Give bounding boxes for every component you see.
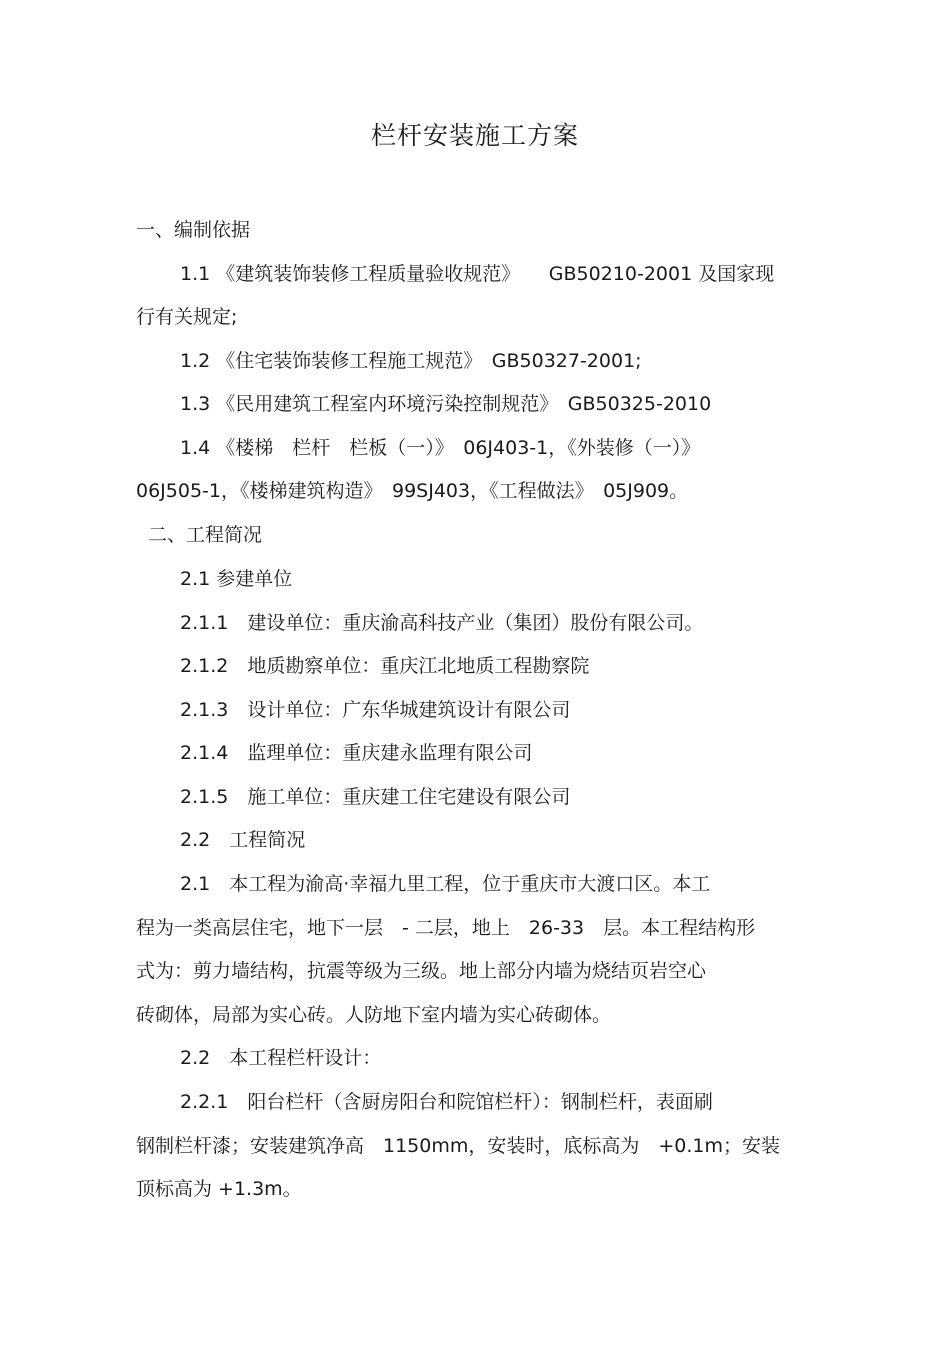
paragraph-line: 2.1.4 监理单位：重庆建永监理有限公司 — [180, 742, 533, 764]
paragraph-line: 程为一类高层住宅，地下一层 - 二层，地上 26-33 层。本工程结构形 — [136, 917, 756, 939]
paragraph-line: 1.4 《楼梯 栏杆 栏板（一）》 06J403-1，《外装修（一）》 — [180, 437, 701, 459]
paragraph-line: 行有关规定; — [136, 306, 238, 328]
paragraph-line: 砖砌体，局部为实心砖。人防地下室内墙为实心砖砌体。 — [136, 1004, 612, 1026]
paragraph-line: 钢制栏杆漆；安装建筑净高 1150mm，安装时，底标高为 +0.1m；安装 — [136, 1135, 781, 1157]
paragraph-line: 1.1 《建筑装饰装修工程质量验收规范》 GB50210-2001 及国家现 — [180, 263, 775, 285]
paragraph-line: 2.1.5 施工单位：重庆建工住宅建设有限公司 — [180, 786, 571, 808]
subheading-line: 2.1 参建单位 — [180, 568, 293, 590]
paragraph-line: 2.1 本工程为渝高·幸福九里工程，位于重庆市大渡口区。本工 — [180, 873, 711, 895]
section-heading-overview: 二、工程简况 — [148, 524, 263, 546]
paragraph-line: 2.1.1 建设单位：重庆渝高科技产业（集团）股份有限公司。 — [180, 612, 704, 634]
subheading-line: 2.2 本工程栏杆设计： — [180, 1047, 382, 1069]
paragraph-line: 顶标高为 +1.3m。 — [136, 1178, 302, 1200]
paragraph-line: 2.1.3 设计单位：广东华城建筑设计有限公司 — [180, 699, 571, 721]
paragraph-line: 2.2.1 阳台栏杆（含厨房阳台和院馆栏杆）：钢制栏杆，表面刷 — [180, 1091, 713, 1113]
paragraph-line: 1.2 《住宅装饰装修工程施工规范》 GB50327-2001; — [180, 350, 642, 372]
paragraph-line: 式为：剪力墙结构，抗震等级为三级。地上部分内墙为烧结页岩空心 — [136, 960, 707, 982]
paragraph-line: 06J505-1，《楼梯建筑构造》 99SJ403，《工程做法》 05J909。 — [136, 480, 689, 502]
paragraph-line: 1.3 《民用建筑工程室内环境污染控制规范》 GB50325-2010 — [180, 393, 712, 415]
section-heading-basis: 一、编制依据 — [136, 219, 251, 241]
page-title: 栏杆安装施工方案 — [370, 121, 579, 150]
paragraph-line: 2.1.2 地质勘察单位：重庆江北地质工程勘察院 — [180, 655, 590, 677]
subheading-line: 2.2 工程简况 — [180, 829, 306, 851]
